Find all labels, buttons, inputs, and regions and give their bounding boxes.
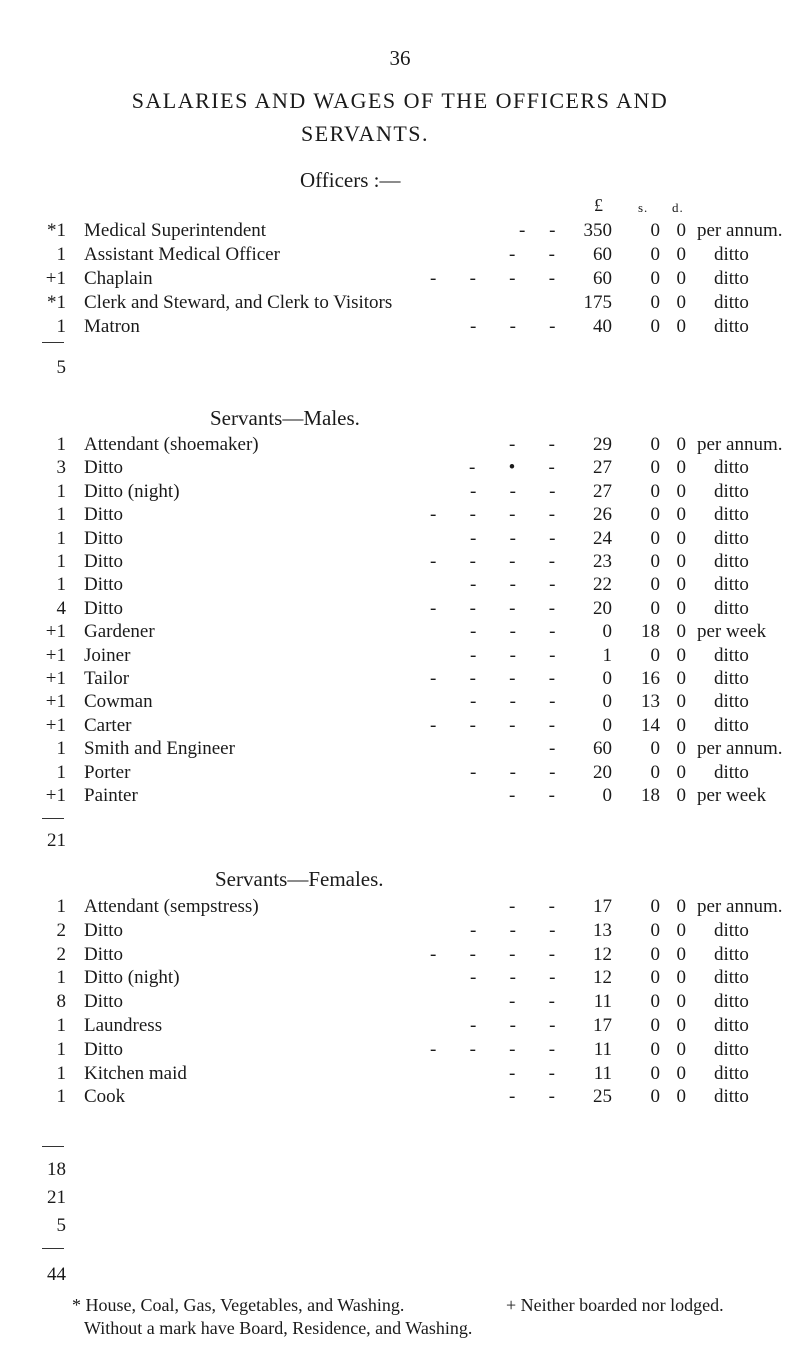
unit-pence-heading: d. xyxy=(672,200,684,215)
row-count-mark: *1 xyxy=(47,292,66,313)
row-period: ditto xyxy=(714,268,749,289)
row-pence: 0 xyxy=(676,691,686,713)
row-shillings: 0 xyxy=(650,943,660,965)
table-row xyxy=(0,502,800,527)
row-leader-dashes: - - - xyxy=(470,691,556,713)
unit-shillings-heading: s. xyxy=(638,200,649,215)
row-name: Matron xyxy=(84,316,140,337)
row-period: ditto xyxy=(714,761,749,783)
row-pence: 0 xyxy=(676,527,686,549)
row-count-mark: 2 xyxy=(56,919,66,941)
row-leader-dashes: - - - xyxy=(470,644,556,666)
row-pounds: 60 xyxy=(593,244,612,265)
row-shillings: 14 xyxy=(641,714,660,736)
row-count-mark: 1 xyxy=(56,896,66,917)
row-pence: 0 xyxy=(676,991,686,1013)
row-name: Ditto xyxy=(84,597,124,619)
row-name: Ditto (night) xyxy=(84,480,180,502)
table-row xyxy=(0,736,800,761)
row-pence: 0 xyxy=(676,738,686,760)
row-name: Kitchen maid xyxy=(84,1062,187,1084)
row-pence: 0 xyxy=(676,621,686,643)
row-shillings: 0 xyxy=(650,220,660,241)
table-row xyxy=(0,218,800,243)
page-number: 36 xyxy=(389,46,411,70)
row-leader-dashes: - - - xyxy=(470,316,556,337)
row-pence: 0 xyxy=(676,967,686,989)
officers-heading: Officers :— xyxy=(300,168,401,192)
row-pounds: 0 xyxy=(602,785,612,806)
row-leader-dashes: - - - - xyxy=(430,504,556,526)
row-count-mark: 8 xyxy=(56,991,66,1013)
row-leader-dashes: - - xyxy=(509,244,555,265)
row-pence: 0 xyxy=(676,1086,686,1108)
table-row xyxy=(0,942,800,967)
row-name: Ditto xyxy=(84,551,124,572)
row-count-mark: +1 xyxy=(45,268,66,289)
row-pence: 0 xyxy=(676,597,686,619)
table-row xyxy=(0,242,800,267)
table-row xyxy=(0,619,800,644)
row-count-mark: 1 xyxy=(56,527,66,549)
row-count-mark: 4 xyxy=(56,597,66,619)
table-row xyxy=(0,290,800,315)
row-leader-dashes: - - xyxy=(519,220,556,241)
footnote-dagger: + Neither boarded nor lodged. xyxy=(506,1295,724,1315)
row-pounds: 11 xyxy=(593,1062,612,1084)
footnote-no-mark: Without a mark have Board, Residence, and Washing. xyxy=(84,1318,473,1338)
row-count-mark: 1 xyxy=(56,316,66,337)
row-pounds: 11 xyxy=(593,1038,612,1060)
row-period: per annum. xyxy=(697,896,783,917)
row-shillings: 0 xyxy=(650,1062,660,1084)
row-count-mark: 1 xyxy=(56,574,66,596)
row-leader-dashes: - - - xyxy=(470,761,556,783)
row-pence: 0 xyxy=(676,785,686,806)
row-count-mark: +1 xyxy=(45,785,66,806)
row-period: ditto xyxy=(714,919,749,941)
row-period: ditto xyxy=(714,480,749,502)
row-leader-dashes: - - xyxy=(509,434,555,455)
row-shillings: 13 xyxy=(641,691,660,713)
page-title-continued: SERVANTS. xyxy=(300,121,430,146)
row-pounds: 27 xyxy=(593,480,612,502)
row-pounds: 27 xyxy=(593,457,612,479)
row-leader-dashes: - - - xyxy=(470,1015,556,1036)
row-period: ditto xyxy=(714,574,749,596)
males-heading: Servants—Males. xyxy=(210,406,360,430)
row-pence: 0 xyxy=(676,1015,686,1036)
row-count-mark: 1 xyxy=(56,551,66,572)
row-count-mark: 1 xyxy=(56,967,66,989)
row-leader-dashes: - • - xyxy=(469,457,555,479)
table-row xyxy=(0,596,800,621)
row-period: ditto xyxy=(714,457,749,479)
row-leader-dashes: - - xyxy=(509,1062,555,1084)
row-period: per week xyxy=(697,621,767,643)
grand-total: 44 xyxy=(47,1264,66,1285)
row-shillings: 0 xyxy=(650,244,660,265)
row-shillings: 16 xyxy=(641,668,660,689)
row-shillings: 0 xyxy=(650,967,660,989)
row-pounds: 25 xyxy=(593,1086,612,1108)
row-pounds: 0 xyxy=(602,621,612,643)
table-row xyxy=(0,1013,800,1038)
row-leader-dashes: - - - - xyxy=(430,668,556,689)
row-pence: 0 xyxy=(676,896,686,917)
females-heading: Servants—Females. xyxy=(215,867,384,891)
row-pounds: 17 xyxy=(593,896,612,917)
row-name: Ditto xyxy=(84,457,124,479)
table-row xyxy=(0,783,800,808)
row-shillings: 0 xyxy=(650,991,660,1013)
table-row xyxy=(0,266,800,291)
row-period: per week xyxy=(697,785,767,806)
row-count-mark: 1 xyxy=(56,761,66,783)
row-leader-dashes: - - - xyxy=(470,919,556,941)
row-period: ditto xyxy=(714,1015,749,1036)
row-name: Ditto xyxy=(84,919,124,941)
row-pounds: 0 xyxy=(602,691,612,713)
summary-males: 21 xyxy=(47,1187,66,1208)
row-pence: 0 xyxy=(676,480,686,502)
row-shillings: 0 xyxy=(650,644,660,666)
row-period: ditto xyxy=(714,668,749,689)
table-row xyxy=(0,643,800,668)
row-shillings: 0 xyxy=(650,738,660,760)
row-leader-dashes: - - xyxy=(509,1086,555,1108)
row-shillings: 0 xyxy=(650,434,660,455)
table-row xyxy=(0,894,800,919)
row-period: ditto xyxy=(714,644,749,666)
row-leader-dashes: - - - xyxy=(470,621,556,643)
row-period: ditto xyxy=(714,1062,749,1084)
row-shillings: 0 xyxy=(650,480,660,502)
row-name: Ditto xyxy=(84,574,124,596)
row-pounds: 29 xyxy=(593,434,612,455)
table-row xyxy=(0,689,800,714)
row-name: Cook xyxy=(84,1086,126,1108)
row-period: ditto xyxy=(714,1086,749,1108)
summary-females: 18 xyxy=(47,1159,66,1180)
row-shillings: 0 xyxy=(650,597,660,619)
footnote-asterisk: * House, Coal, Gas, Vegetables, and Washing. xyxy=(72,1295,405,1315)
table-row xyxy=(0,432,800,457)
row-count-mark: 1 xyxy=(56,480,66,502)
row-shillings: 0 xyxy=(650,457,660,479)
row-shillings: 0 xyxy=(650,316,660,337)
table-row xyxy=(0,1061,800,1086)
row-pence: 0 xyxy=(676,574,686,596)
row-pounds: 12 xyxy=(593,967,612,989)
row-pence: 0 xyxy=(676,943,686,965)
males-total: 21 xyxy=(47,830,66,851)
row-pence: 0 xyxy=(676,244,686,265)
row-pounds: 0 xyxy=(602,668,612,689)
row-pence: 0 xyxy=(676,761,686,783)
table-row xyxy=(0,455,800,480)
table-row xyxy=(0,314,800,339)
table-row xyxy=(0,479,800,504)
table-row xyxy=(0,989,800,1014)
row-period: ditto xyxy=(714,1038,749,1060)
row-pence: 0 xyxy=(676,644,686,666)
summary-officers: 5 xyxy=(56,1215,66,1236)
row-name: Smith and Engineer xyxy=(84,738,235,760)
row-leader-dashes: - - - - xyxy=(430,943,556,965)
table-row xyxy=(0,1037,800,1062)
row-period: ditto xyxy=(714,991,749,1013)
row-name: Cowman xyxy=(84,691,153,713)
unit-pounds-heading: £ xyxy=(594,195,603,215)
row-name: Medical Superintendent xyxy=(84,220,267,241)
row-pounds: 24 xyxy=(593,527,612,549)
row-pence: 0 xyxy=(676,316,686,337)
row-pence: 0 xyxy=(676,919,686,941)
row-count-mark: +1 xyxy=(45,668,66,689)
row-period: per annum. xyxy=(697,434,783,455)
row-pence: 0 xyxy=(676,268,686,289)
row-shillings: 18 xyxy=(641,621,660,643)
grand-total-rule xyxy=(42,1248,64,1249)
row-period: ditto xyxy=(714,691,749,713)
row-pounds: 1 xyxy=(602,644,612,666)
row-leader-dashes: - - - - xyxy=(430,551,556,572)
row-period: ditto xyxy=(714,714,749,736)
row-leader-dashes: - - - xyxy=(470,480,556,502)
row-count-mark: 3 xyxy=(56,457,66,479)
row-period: ditto xyxy=(714,551,749,572)
row-period: ditto xyxy=(714,292,749,313)
table-row xyxy=(0,918,800,943)
row-pounds: 22 xyxy=(593,574,612,596)
row-leader-dashes: - - - xyxy=(470,967,556,989)
row-pounds: 60 xyxy=(593,738,612,760)
row-leader-dashes: - - - - xyxy=(430,268,556,289)
row-name: Attendant (sempstress) xyxy=(84,896,259,917)
row-shillings: 0 xyxy=(650,551,660,572)
row-name: Tailor xyxy=(84,668,130,689)
row-period: ditto xyxy=(714,527,749,549)
row-name: Attendant (shoemaker) xyxy=(84,434,259,455)
row-leader-dashes: - - - - xyxy=(430,714,556,736)
row-count-mark: 1 xyxy=(56,738,66,760)
males-total-rule xyxy=(42,818,64,819)
row-period: ditto xyxy=(714,504,749,526)
row-pence: 0 xyxy=(676,551,686,572)
row-count-mark: +1 xyxy=(45,644,66,666)
row-leader-dashes: - - xyxy=(509,991,555,1013)
officers-total: 5 xyxy=(56,357,66,378)
row-pounds: 0 xyxy=(602,714,612,736)
table-row xyxy=(0,666,800,691)
row-pence: 0 xyxy=(676,220,686,241)
row-pounds: 11 xyxy=(593,991,612,1013)
row-count-mark: 1 xyxy=(56,504,66,526)
row-name: Ditto xyxy=(84,504,124,526)
row-shillings: 0 xyxy=(650,896,660,917)
table-row xyxy=(0,1084,800,1109)
row-leader-dashes: - xyxy=(549,738,556,760)
females-total-rule xyxy=(42,1146,64,1147)
row-name: Ditto (night) xyxy=(84,967,180,989)
table-row xyxy=(0,760,800,785)
row-leader-dashes: - - - xyxy=(470,574,556,596)
table-row xyxy=(0,713,800,738)
row-name: Chaplain xyxy=(84,268,153,289)
table-row xyxy=(0,572,800,597)
row-count-mark: +1 xyxy=(45,621,66,643)
row-shillings: 0 xyxy=(650,292,660,313)
row-period: per annum. xyxy=(697,738,783,760)
row-shillings: 0 xyxy=(650,268,660,289)
row-pounds: 20 xyxy=(593,597,612,619)
row-pounds: 23 xyxy=(593,551,612,572)
row-count-mark: +1 xyxy=(45,714,66,736)
row-pence: 0 xyxy=(676,504,686,526)
row-name: Ditto xyxy=(84,527,124,549)
row-name: Joiner xyxy=(84,644,131,666)
table-row xyxy=(0,549,800,574)
row-leader-dashes: - - - xyxy=(470,527,556,549)
row-name: Assistant Medical Officer xyxy=(84,244,280,265)
row-name: Laundress xyxy=(84,1015,163,1036)
row-name: Ditto xyxy=(84,1038,124,1060)
row-pounds: 20 xyxy=(593,761,612,783)
row-pounds: 350 xyxy=(583,220,612,241)
row-count-mark: 1 xyxy=(56,1038,66,1060)
row-name: Ditto xyxy=(84,991,124,1013)
page-title: SALARIES AND WAGES OF THE OFFICERS AND xyxy=(131,88,669,113)
row-pence: 0 xyxy=(676,434,686,455)
row-shillings: 0 xyxy=(650,574,660,596)
row-name: Gardener xyxy=(84,621,155,643)
row-name: Painter xyxy=(84,785,138,806)
row-pence: 0 xyxy=(676,1038,686,1060)
row-pence: 0 xyxy=(676,292,686,313)
row-pounds: 60 xyxy=(593,268,612,289)
row-pence: 0 xyxy=(676,714,686,736)
row-pounds: 12 xyxy=(593,943,612,965)
row-pounds: 175 xyxy=(583,292,612,313)
table-row xyxy=(0,965,800,990)
row-period: ditto xyxy=(714,943,749,965)
row-count-mark: *1 xyxy=(47,220,66,241)
row-shillings: 0 xyxy=(650,1015,660,1036)
row-shillings: 0 xyxy=(650,919,660,941)
row-leader-dashes: - - xyxy=(509,785,555,806)
row-period: ditto xyxy=(714,597,749,619)
row-name: Porter xyxy=(84,761,131,783)
row-shillings: 0 xyxy=(650,504,660,526)
row-period: per annum. xyxy=(697,220,783,241)
row-name: Ditto xyxy=(84,943,124,965)
row-shillings: 0 xyxy=(650,1038,660,1060)
row-name: Carter xyxy=(84,714,132,736)
row-count-mark: 1 xyxy=(56,1062,66,1084)
row-pounds: 26 xyxy=(593,504,612,526)
row-pence: 0 xyxy=(676,668,686,689)
row-period: ditto xyxy=(714,244,749,265)
row-leader-dashes: - - - - xyxy=(430,1038,556,1060)
row-count-mark: 1 xyxy=(56,1086,66,1108)
row-pounds: 40 xyxy=(593,316,612,337)
row-count-mark: 2 xyxy=(56,943,66,965)
table-row xyxy=(0,526,800,551)
row-pence: 0 xyxy=(676,457,686,479)
row-shillings: 0 xyxy=(650,527,660,549)
row-pounds: 13 xyxy=(593,919,612,941)
row-leader-dashes: - - - - xyxy=(430,597,556,619)
officers-total-rule xyxy=(42,342,64,343)
row-name: Clerk and Steward, and Clerk to Visitors xyxy=(84,292,393,313)
row-shillings: 0 xyxy=(650,761,660,783)
row-count-mark: 1 xyxy=(56,434,66,455)
row-pounds: 17 xyxy=(593,1015,612,1036)
row-period: ditto xyxy=(714,967,749,989)
row-count-mark: 1 xyxy=(56,244,66,265)
row-shillings: 0 xyxy=(650,1086,660,1108)
row-shillings: 18 xyxy=(641,785,660,806)
row-count-mark: 1 xyxy=(56,1015,66,1036)
row-period: ditto xyxy=(714,316,749,337)
row-pence: 0 xyxy=(676,1062,686,1084)
row-count-mark: +1 xyxy=(45,691,66,713)
row-leader-dashes: - - xyxy=(509,896,555,917)
